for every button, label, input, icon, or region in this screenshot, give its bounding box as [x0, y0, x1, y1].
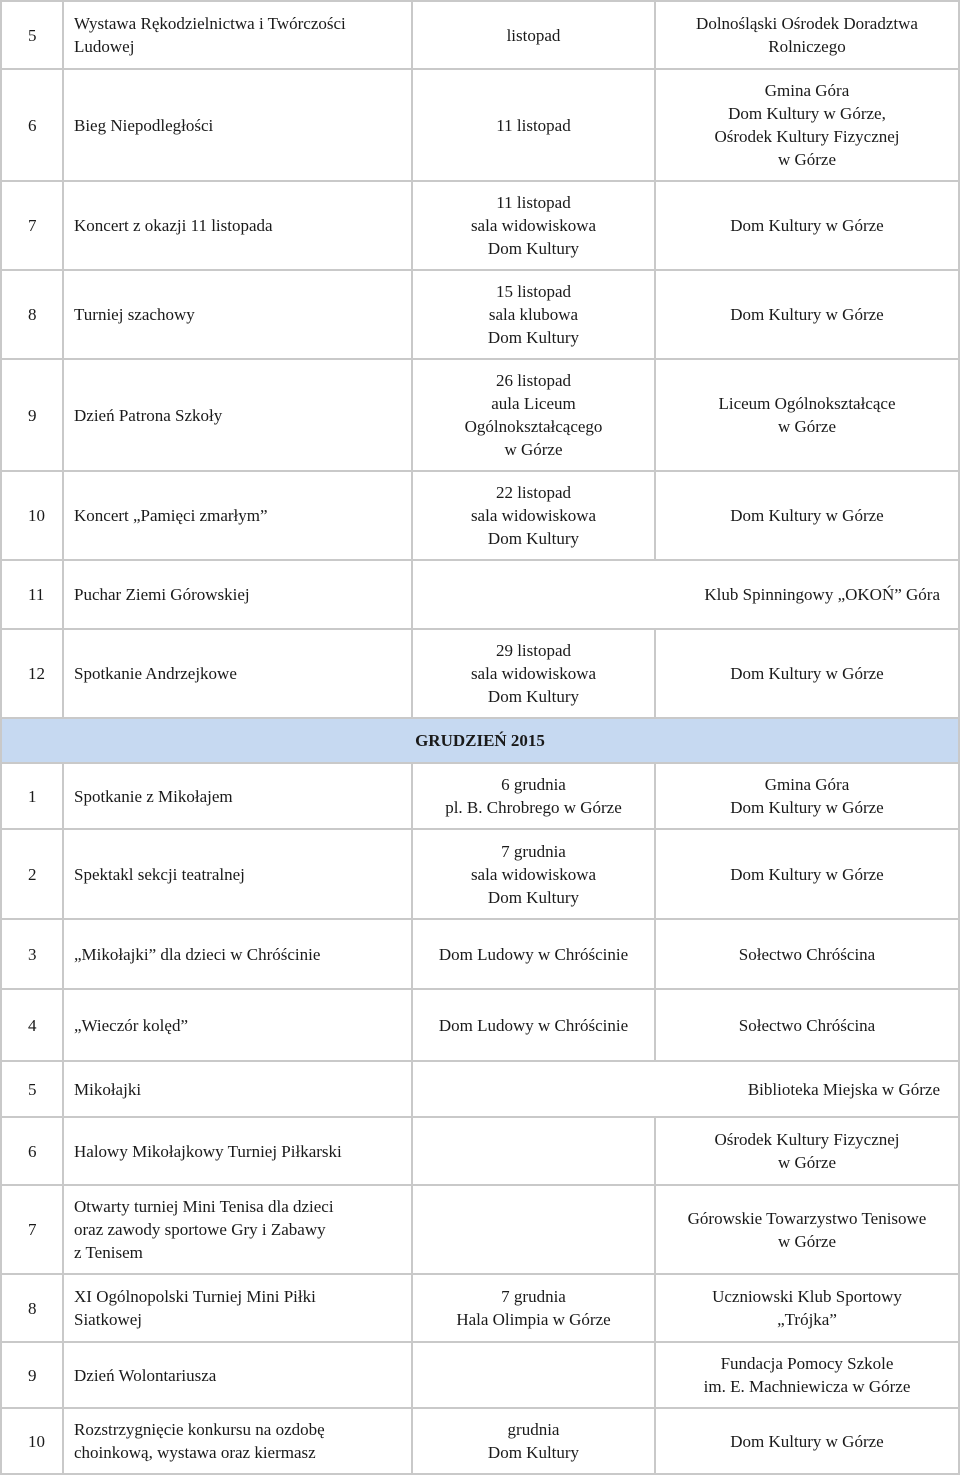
event-name: Mikołajki	[63, 1061, 412, 1117]
event-organizer: Dom Kultury w Górze	[655, 629, 959, 718]
event-organizer: Dom Kultury w Górze	[655, 1408, 959, 1474]
table-row	[1, 1408, 959, 1474]
row-number: 10	[1, 471, 63, 560]
event-name: Rozstrzygnięcie konkursu na ozdobę choinkową, wystawa oraz kiermasz	[63, 1408, 412, 1474]
table-row	[1, 181, 959, 270]
row-number: 1	[1, 763, 63, 829]
event-date-place	[412, 1342, 655, 1408]
event-date-place: 29 listopad sala widowiskowa Dom Kultury	[412, 629, 655, 718]
event-organizer: Gmina Góra Dom Kultury w Górze, Ośrodek Kultury Fizycznej w Górze	[655, 69, 959, 181]
section-header-row	[1, 718, 959, 763]
table-row	[1, 919, 959, 989]
section-title: GRUDZIEŃ 2015	[1, 718, 959, 763]
event-date-place: listopad	[412, 1, 655, 69]
row-number: 3	[1, 919, 63, 989]
event-name: XI Ogólnopolski Turniej Mini Piłki Siatkowej	[63, 1274, 412, 1342]
event-date-place: 7 grudnia sala widowiskowa Dom Kultury	[412, 829, 655, 919]
row-number: 7	[1, 1185, 63, 1274]
event-name: Spotkanie z Mikołajem	[63, 763, 412, 829]
row-number: 10	[1, 1408, 63, 1474]
event-name: Spektakl sekcji teatralnej	[63, 829, 412, 919]
event-organizer: Sołectwo Chróścina	[655, 919, 959, 989]
event-name: Bieg Niepodległości	[63, 69, 412, 181]
table-row	[1, 270, 959, 359]
event-date-place: grudnia Dom Kultury	[412, 1408, 655, 1474]
event-name: „Wieczór kolęd”	[63, 989, 412, 1061]
row-number: 5	[1, 1, 63, 69]
row-number: 8	[1, 270, 63, 359]
table-row	[1, 471, 959, 560]
row-number: 12	[1, 629, 63, 718]
table-row	[1, 69, 959, 181]
event-name: Koncert z okazji 11 listopada	[63, 181, 412, 270]
event-date-place: 15 listopad sala klubowa Dom Kultury	[412, 270, 655, 359]
event-date-place: 6 grudnia pl. B. Chrobrego w Górze	[412, 763, 655, 829]
event-name: Dzień Wolontariusza	[63, 1342, 412, 1408]
table-row	[1, 989, 959, 1061]
table-row	[1, 560, 959, 629]
event-organizer: Dolnośląski Ośrodek Doradztwa Rolniczego	[655, 1, 959, 69]
row-number: 9	[1, 359, 63, 471]
event-date-place: 26 listopad aula Liceum Ogólnokształcącego w Górze	[412, 359, 655, 471]
event-date-place: 11 listopad sala widowiskowa Dom Kultury	[412, 181, 655, 270]
table-row	[1, 629, 959, 718]
event-organizer: Dom Kultury w Górze	[655, 471, 959, 560]
event-name: Otwarty turniej Mini Tenisa dla dzieci oraz zawody sportowe Gry i Zabawy z Tenisem	[63, 1185, 412, 1274]
event-name: „Mikołajki” dla dzieci w Chróścinie	[63, 919, 412, 989]
event-date-place: 22 listopad sala widowiskowa Dom Kultury	[412, 471, 655, 560]
row-number: 6	[1, 1117, 63, 1185]
row-number: 9	[1, 1342, 63, 1408]
row-number: 5	[1, 1061, 63, 1117]
event-name: Wystawa Rękodzielnictwa i Twórczości Ludowej	[63, 1, 412, 69]
row-number: 4	[1, 989, 63, 1061]
event-organizer: Górowskie Towarzystwo Tenisowe w Górze	[655, 1185, 959, 1274]
event-date-place	[412, 1117, 655, 1185]
event-organizer: Dom Kultury w Górze	[655, 829, 959, 919]
event-organizer: Dom Kultury w Górze	[655, 181, 959, 270]
row-number: 6	[1, 69, 63, 181]
event-date-place: Dom Ludowy w Chróścinie	[412, 989, 655, 1061]
table-row	[1, 1117, 959, 1185]
table-row	[1, 1061, 959, 1117]
table-row	[1, 1342, 959, 1408]
row-number: 11	[1, 560, 63, 629]
event-organizer: Liceum Ogólnokształcące w Górze	[655, 359, 959, 471]
event-organizer: Dom Kultury w Górze	[655, 270, 959, 359]
event-organizer: Klub Spinningowy „OKOŃ” Góra	[412, 560, 959, 629]
event-organizer: Sołectwo Chróścina	[655, 989, 959, 1061]
event-organizer: Gmina Góra Dom Kultury w Górze	[655, 763, 959, 829]
row-number: 2	[1, 829, 63, 919]
table-row	[1, 1185, 959, 1274]
event-name: Halowy Mikołajkowy Turniej Piłkarski	[63, 1117, 412, 1185]
event-name: Koncert „Pamięci zmarłym”	[63, 471, 412, 560]
table-row	[1, 359, 959, 471]
row-number: 8	[1, 1274, 63, 1342]
event-date-place: 11 listopad	[412, 69, 655, 181]
row-number: 7	[1, 181, 63, 270]
event-organizer: Uczniowski Klub Sportowy „Trójka”	[655, 1274, 959, 1342]
event-name: Puchar Ziemi Górowskiej	[63, 560, 412, 629]
event-name: Spotkanie Andrzejkowe	[63, 629, 412, 718]
event-name: Turniej szachowy	[63, 270, 412, 359]
event-date-place: Dom Ludowy w Chróścinie	[412, 919, 655, 989]
table-row	[1, 1274, 959, 1342]
event-date-place	[412, 1185, 655, 1274]
event-date-place: 7 grudnia Hala Olimpia w Górze	[412, 1274, 655, 1342]
table-row	[1, 1, 959, 69]
table-row	[1, 829, 959, 919]
table-row	[1, 763, 959, 829]
event-organizer: Fundacja Pomocy Szkole im. E. Machniewicza w Górze	[655, 1342, 959, 1408]
event-organizer: Biblioteka Miejska w Górze	[412, 1061, 959, 1117]
event-name: Dzień Patrona Szkoły	[63, 359, 412, 471]
event-organizer: Ośrodek Kultury Fizycznej w Górze	[655, 1117, 959, 1185]
